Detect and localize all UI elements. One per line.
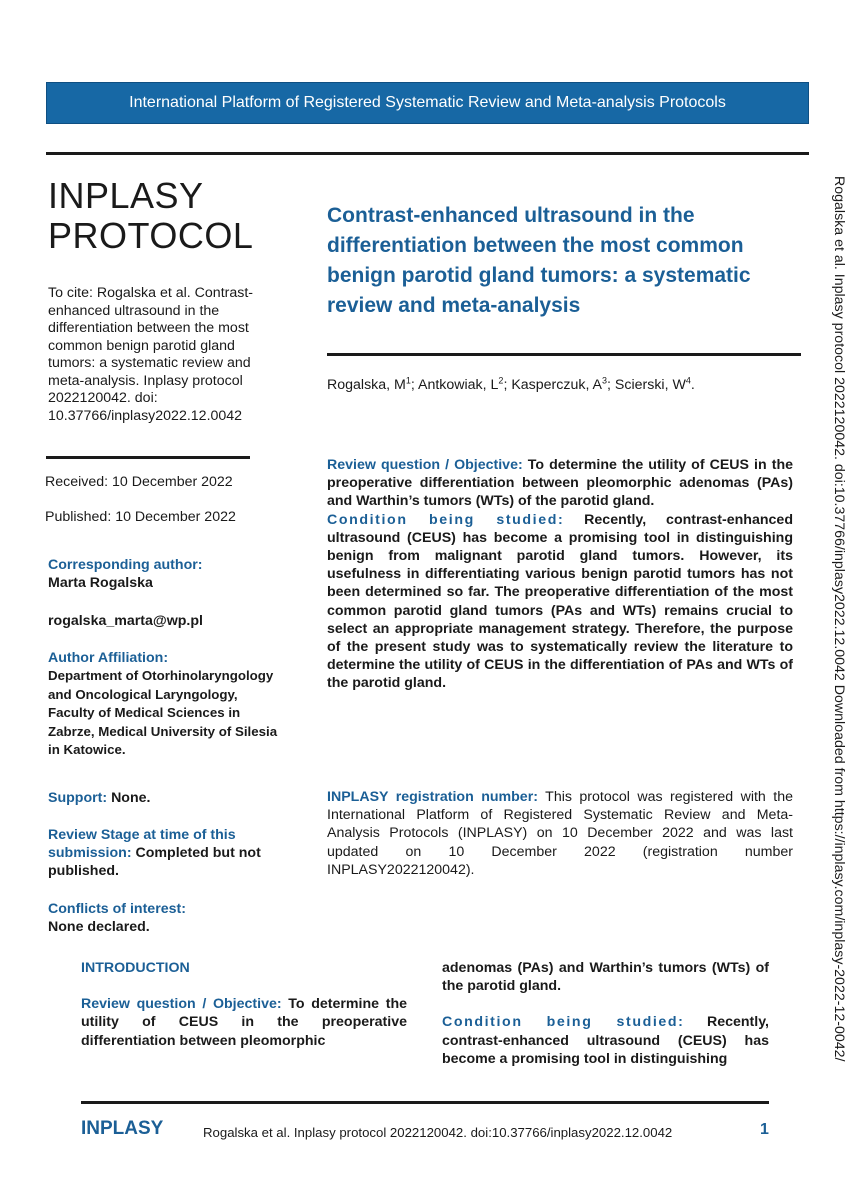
citation-text: To cite: Rogalska et al. Contrast-enhanced ultrasound in the differentiation between the most common benign parotid gland tumors: a systematic review and meta-analysis. Inplasy protocol 2022120042. doi: 10.37766/inplasy2022.12.0042 bbox=[48, 285, 254, 424]
footer-citation: Rogalska et al. Inplasy protocol 2022120042. doi:10.37766/inplasy2022.12.0042 bbox=[203, 1125, 673, 1140]
condition-label: Condition being studied: bbox=[327, 511, 565, 528]
review-stage-label: Review Stage at time of this submission: bbox=[48, 827, 236, 861]
introduction-heading: INTRODUCTION bbox=[81, 960, 190, 976]
support-label: Support: bbox=[48, 790, 108, 806]
footer-rule bbox=[81, 1101, 769, 1104]
body-review-question-continued: adenomas (PAs) and Warthin’s tumors (WTs) of the parotid gland. bbox=[442, 960, 769, 995]
author-list bbox=[327, 375, 695, 393]
corresponding-email[interactable]: rogalska_marta@wp.pl bbox=[48, 613, 203, 629]
author: Antkowiak, $L^2$; bbox=[417, 375, 512, 393]
affiliation-block bbox=[48, 649, 288, 760]
condition-paragraph bbox=[327, 511, 793, 693]
condition-text: Recently, contrast-enhanced ultrasound (CEUS) has become a promising tool in distinguishing benign from malignant parotid gland tumors. However, its usefulness in differentiating various benign parotid tumors has not been determined so far. The preoperative differentiation of the most common parotid gland tumors (PAs and WTs) remains crucial to select an appropriate management strategy. Therefore, the purpose of the present study was to systematically review the literature to determine the utility of CEUS in the differentiation of PAs and WTs of the parotid gland. bbox=[327, 511, 793, 692]
corresponding-author-label: Corresponding author: bbox=[48, 557, 203, 573]
brand-line-1: INPLASY bbox=[48, 175, 204, 216]
platform-banner bbox=[46, 82, 809, 124]
body-condition-label: Condition being studied: bbox=[442, 1014, 685, 1031]
body-condition bbox=[442, 1013, 769, 1068]
sidebar-rule bbox=[46, 456, 250, 459]
body-condition-text: Recently, contrast-enhanced ultrasound (CEUS) has become a promising tool in distinguishing bbox=[442, 1014, 769, 1067]
paper-title: Contrast-enhanced ultrasound in the differentiation between the most common benign parotid gland tumors: a systematic review and meta-analysis bbox=[327, 204, 751, 317]
brand-line-2: PROTOCOL bbox=[48, 215, 254, 256]
review-stage-block bbox=[48, 826, 268, 880]
registration-text: This protocol was registered with the International Platform of Registered Systematic Review and Meta-Analysis Protocols (INPLASY) on 10 December 2022 and was last updated on 10 December 2022 (registration number INPLASY2022120042). bbox=[327, 789, 793, 878]
header-rule bbox=[46, 152, 809, 155]
body-column-left bbox=[81, 959, 407, 1050]
body-review-question bbox=[81, 995, 407, 1050]
published-date: Published: 10 December 2022 bbox=[45, 509, 236, 525]
conflicts-block bbox=[48, 900, 288, 936]
body-review-question-text: To determine the utility of CEUS in the preoperative differentiation between pleomorphic bbox=[81, 996, 408, 1049]
affiliation-text: Department of Otorhinolaryngology and Oncological Laryngology, Faculty of Medical Sciences in Zabrze, Medical University of Silesia in Katowice. bbox=[48, 668, 278, 757]
support-value: None. bbox=[111, 790, 151, 806]
body-column-right bbox=[442, 959, 769, 1068]
review-question-label: Review question / Objective: bbox=[327, 457, 523, 473]
corresponding-author-name: Marta Rogalska bbox=[48, 575, 153, 591]
corresponding-author-block bbox=[48, 556, 288, 592]
author: Rogalska, $M^1$; bbox=[327, 375, 418, 393]
registration-label: INPLASY registration number: bbox=[327, 789, 538, 805]
author: Scierski, $W^4$. bbox=[614, 375, 695, 393]
footer-brand: INPLASY bbox=[81, 1118, 164, 1139]
download-sidebar-text: Rogalska et al. Inplasy protocol 2022120042. doi:10.37766/inplasy2022.12.0042 Downloaded from https://inplasy.com/inplasy-2022-12-0042/ bbox=[831, 176, 847, 1062]
conflicts-value: None declared. bbox=[48, 919, 150, 935]
registration-paragraph bbox=[327, 788, 793, 879]
support-block bbox=[48, 789, 288, 807]
abstract-block bbox=[327, 456, 793, 693]
page-number: 1 bbox=[760, 1121, 769, 1138]
review-question-paragraph bbox=[327, 456, 793, 511]
affiliation-label: Author Affiliation: bbox=[48, 650, 169, 666]
review-question-text: To determine the utility of CEUS in the preoperative differentiation between pleomorphic adenomas (PAs) and Warthin’s tumors (WTs) of the parotid gland. bbox=[327, 457, 793, 510]
protocol-brand-title bbox=[48, 176, 253, 256]
review-stage-value: Completed but not published. bbox=[48, 845, 261, 879]
received-date: Received: 10 December 2022 bbox=[45, 474, 233, 490]
conflicts-label: Conflicts of interest: bbox=[48, 901, 186, 917]
title-rule bbox=[327, 353, 801, 356]
body-review-question-label: Review question / Objective: bbox=[81, 996, 282, 1013]
author: Kasperczuk, $A^3$; bbox=[511, 375, 615, 393]
banner-text: International Platform of Registered Systematic Review and Meta-analysis Protocols bbox=[129, 94, 726, 111]
